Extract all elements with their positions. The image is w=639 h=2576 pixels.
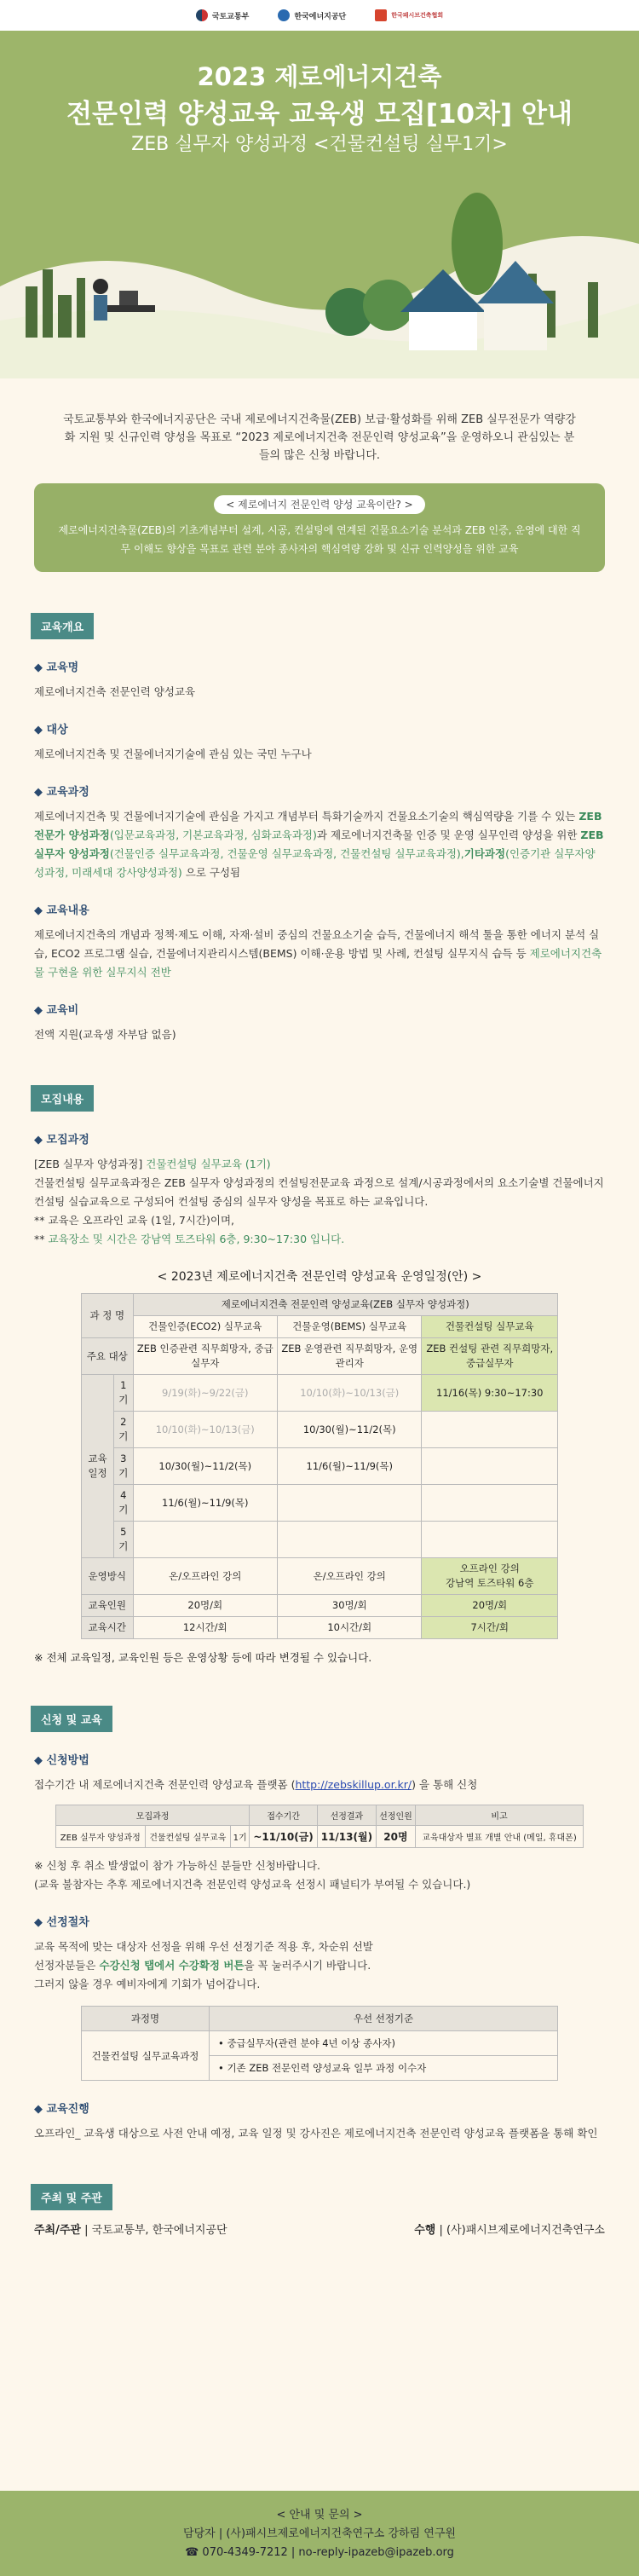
table-header: 과정명 [82,2007,210,2031]
definition-text: 제로에너지건축물(ZEB)의 기초개념부터 설계, 시공, 컨설팅에 연계된 건물요소기술 분석과 ZEB 인증, 운영에 대한 직무 이해도 향상을 목표로 관련 분야 종사자의 핵심역량 강화 및 신규 인력양성을 위한 교육 [58,524,581,555]
heading-course-name: ◆ 교육명 [34,658,605,674]
table-cell: 2기 [114,1412,134,1448]
criteria-table [81,2006,558,2081]
table-cell: 10/10(화)~10/13(금) [133,1412,277,1448]
curriculum-text [34,807,605,882]
table-header: 비고 [416,1805,584,1826]
curriculum-part: (건물인증 실무교육과정, 건물운영 실무교육과정, 건물컨설팅 실무교육과정), [109,847,464,860]
table-cell: 11/16(목) 9:30~17:30 [422,1375,558,1412]
table-header: 과 정 명 [82,1294,134,1338]
course-bems: 건물운영(BEMS) 실무교육 [278,1316,422,1338]
table-header: 우선 선정기준 [210,2007,558,2031]
selection-line [34,1956,605,1975]
criteria-item: 중급실무자(관련 분야 4년 이상 종사자) [227,2037,395,2049]
recruit-line [34,1230,605,1249]
hero-banner [0,31,639,378]
heading-content: ◆ 교육내용 [34,901,605,917]
definition-title: < 제로에너지 전문인력 양성 교육이란? > [214,495,424,514]
curriculum-part: 으로 구성됨 [181,866,241,879]
table-cell [422,1558,558,1595]
curriculum-part: (입문교육과정, 기본교육과정, 심화교육과정) [109,829,317,841]
table-cell: 온/오프라인 강의 [133,1558,277,1595]
selection-part: 을 꼭 눌러주시기 바랍니다. [244,1959,371,1972]
schedule-note: ※ 전체 교육일정, 교육인원 등은 운영상황 등에 따라 변경될 수 있습니다. [34,1651,372,1664]
apply-note: (교육 불참자는 추후 제로에너지건축 전문인력 양성교육 선정시 패널티가 부여될 수 있습니다.) [34,1878,471,1891]
table-cell: 4기 [114,1485,134,1522]
operator-value: (사)패시브제로에너지건축연구소 [446,2224,605,2237]
row-label: 교육시간 [82,1617,134,1639]
table-cell: 20명/회 [133,1595,277,1617]
row-label: 주요 대상 [82,1338,134,1375]
apply-part: ) 을 통해 신청 [412,1778,478,1791]
section-recruitment: 모집내용 [31,1085,94,1112]
heading-curriculum: ◆ 교육과정 [34,783,605,799]
table-cell [278,1522,422,1558]
recruit-part: [ZEB 실무자 양성과정] [34,1158,147,1170]
curriculum-part: (인증기관 실무자양성과정, 미래세대 강사양성과정) [34,847,596,879]
table-cell: 9/19(화)~9/22(금) [133,1375,277,1412]
row-label: 교육인원 [82,1595,134,1617]
course-eco2: 건물인증(ECO2) 실무교육 [133,1316,277,1338]
table-header: 제로에너지건축 전문인력 양성교육(ZEB 실무자 양성과정) [133,1294,557,1316]
table-header: 모집과정 [56,1805,250,1826]
table-cell [278,1485,422,1522]
table-cell: 1기 [114,1375,134,1412]
host-info: 주최/주관 | 국토교통부, 한국에너지공단 [34,2224,227,2237]
cell-line: 강남역 토즈타워 6층 [445,1577,534,1589]
table-cell: 1기 [231,1826,250,1848]
recruit-course: 건물컨설팅 실무교육 (1기) [146,1158,271,1170]
table-cell: 10/30(월)~11/2(목) [278,1412,422,1448]
logo-label: 한국에너지공단 [294,12,347,21]
table-cell: 10/10(화)~10/13(금) [278,1375,422,1412]
table-cell: 7시간/회 [422,1617,558,1639]
heading-progress: ◆ 교육진행 [34,2099,605,2116]
table-header: 선정인원 [376,1805,415,1826]
ipa-logo [375,9,443,21]
table-cell: 11/6(월)~11/9(목) [278,1448,422,1485]
content-part: 제로에너지건축의 개념과 정책·제도 이해, 자재·설비 중심의 건물요소기술 습득, 건물에너지 해석 툴을 통한 에너지 분석 실습, ECO2 프로그램 실습, 건물에너지관리시스템(BEMS) 이해·운용 방법 및 사례, 컨설팅 실무지식 습득 등 [34,928,600,960]
table-cell [422,1412,558,1448]
apply-part: 접수기간 내 제로에너지건축 전문인력 양성교육 플랫폼 ( [34,1778,296,1791]
table-cell: 11/13(월) [317,1826,376,1848]
table-cell: 30명/회 [278,1595,422,1617]
operator-label: 수행 [414,2224,436,2237]
recruit-text [34,1155,605,1249]
table-cell: 12시간/회 [133,1617,277,1639]
table-cell: 3기 [114,1448,134,1485]
recruit-line [34,1155,605,1174]
logo-label: 국토교통부 [211,12,250,21]
operator-info: 수행 | (사)패시브제로에너지건축연구소 [414,2224,605,2237]
progress-text: 오프라인_ 교육생 대상으로 사전 안내 예정, 교육 일정 및 강사진은 제로에너지건축 전문인력 양성교육 플랫폼을 통해 확인 [34,2127,598,2140]
apply-text [34,1776,605,1794]
table-cell [133,1522,277,1558]
content-text [34,926,605,982]
curriculum-part: 과 제로에너지건축물 인증 및 운영 실무인력 양성을 위한 [316,829,581,841]
row-label: 운영방식 [82,1558,134,1595]
table-cell: 11/6(월)~11/9(목) [133,1485,277,1522]
table-cell: 온/오프라인 강의 [278,1558,422,1595]
table-cell: ZEB 컨설팅 관련 직무희망자, 중급실무자 [422,1338,558,1375]
table-cell: 20명 [376,1826,415,1848]
organizer-row [34,2221,605,2237]
table-cell: 교육대상자 별표 개별 안내 (메일, 휴대폰) [416,1826,584,1848]
table-cell [422,1522,558,1558]
table-cell [422,1448,558,1485]
recruit-desc: 건물컨설팅 실무교육과정은 ZEB 실무자 양성과정의 컨설팅전문교육 과정으로 설계/시공과정에서의 요소기술별 건물에너지 컨설팅 실습교육으로 구성되어 컨설팅 중심의 실무자 양성을 목표로 하는 교육입니다. [34,1176,604,1208]
schedule-table [81,1293,558,1639]
table-cell: 건물컨설팅 실무교육 [145,1826,230,1848]
section-overview: 교육개요 [31,613,94,639]
recruit-location: 교육장소 및 시간은 강남역 토즈타워 6층, 9:30~17:30 입니다. [48,1233,345,1245]
recruit-note: ** 교육은 오프라인 교육 (1일, 7시간)이며, [34,1214,235,1227]
hero-title-year: 2023 제로에너지건축 [197,62,442,91]
curriculum-practitioner: ZEB 실무자 양성과정 [34,829,604,860]
course-consulting: 건물컨설팅 실무교육 [422,1316,558,1338]
logo-bar [0,0,639,31]
course-name: 제로에너지건축 전문인력 양성교육 [34,685,196,698]
heading-fee: ◆ 교육비 [34,1001,605,1017]
platform-link[interactable]: http://zebskillup.or.kr/ [295,1778,412,1791]
curriculum-part: 제로에너지건축 및 건물에너지기술에 관심을 가지고 개념부터 특화기술까지 건물요소기술의 핵심역량을 기를 수 있는 [34,810,579,823]
table-cell: ZEB 운영관련 직무희망자, 운영관리자 [278,1338,422,1375]
table-cell [422,1485,558,1522]
fee-text: 전액 지원(교육생 자부담 없음) [34,1028,176,1041]
table-cell: • 기존 ZEB 전문인력 양성교육 일부 과정 이수자 [210,2056,558,2081]
heading-apply-method: ◆ 신청방법 [34,1751,605,1767]
definition-box [34,483,605,572]
contact-footer [0,2491,639,2576]
kea-logo [278,9,346,21]
section-application: 신청 및 교육 [31,1706,112,1732]
table-header: 접수기간 [250,1805,318,1826]
table-cell: ZEB 인증관련 직무희망자, 중급실무자 [133,1338,277,1375]
hero-title-main: 전문인력 양성교육 교육생 모집[10차] 안내 [66,99,573,130]
apply-table [55,1805,584,1848]
table-cell: 10/30(월)~11/2(목) [133,1448,277,1485]
host-value: 국토교통부, 한국에너지공단 [91,2224,227,2237]
content-part: 제로에너지건축물 구현을 위한 실무지식 전반 [34,947,602,979]
curriculum-expert: ZEB 전문가 양성과정 [34,810,602,841]
selection-line: 교육 목적에 맞는 대상자 선정을 위해 우선 선정기준 적용 후, 차순위 선발 [34,1940,373,1953]
selection-line: 그러지 않을 경우 예비자에게 기회가 넘어갑니다. [34,1978,261,1990]
selection-part: 선정자분들은 [34,1959,100,1972]
table-cell: ZEB 실무자 양성과정 [56,1826,146,1848]
table-cell: 10시간/회 [278,1617,422,1639]
table-cell: • 중급실무자(관련 분야 4년 이상 종사자) [210,2031,558,2056]
table-cell: 건물컨설팅 실무교육과정 [82,2031,210,2081]
target-text: 제로에너지건축 및 건물에너지기술에 관심 있는 국민 누구나 [34,748,312,760]
heading-target: ◆ 대상 [34,720,605,736]
criteria-item: 기존 ZEB 전문인력 양성교육 일부 과정 이수자 [227,2062,427,2074]
host-label: 주최/주관 [34,2224,81,2237]
molit-logo [196,9,249,21]
footer-title: < 안내 및 문의 > [276,2509,363,2521]
recruit-part: ** [34,1233,49,1245]
row-label: 교육 일정 [82,1375,114,1558]
heading-recruit-course: ◆ 모집과정 [34,1130,605,1146]
apply-note: ※ 신청 후 취소 발생없이 참가 가능하신 분들만 신청바랍니다. [34,1859,321,1872]
table-cell: 5기 [114,1522,134,1558]
intro-text: 국토교통부와 한국에너지공단은 국내 제로에너지건축물(ZEB) 보급·활성화를 위해 ZEB 실무전문가 역량강화 지원 및 신규인력 양성을 목표로 “2023 제로에너지건축 전문인력 양성교육”을 운영하오니 관심있는 분들의 많은 신청 바랍니다. [63,413,576,462]
section-organizers: 주최 및 주관 [31,2184,112,2210]
curriculum-other: 기타과정 [463,847,506,860]
logo-label: 한국패시브건축협회 [391,12,444,19]
heading-selection: ◆ 선정절차 [34,1913,605,1929]
confirm-instruction: 수강신청 탭에서 수강확정 버튼 [99,1959,245,1972]
apply-notes [34,1857,605,1894]
table-cell: ~11/10(금) [250,1826,318,1848]
footer-contact: ☎ 070-4349-7212 | no-reply-ipazeb@ipazeb.org [185,2546,454,2559]
hero-subtitle: ZEB 실무자 양성과정 <건물컨설팅 실무1기> [131,134,508,155]
cell-line: 오프라인 강의 [459,1562,520,1574]
schedule-title: < 2023년 제로에너지건축 전문인력 양성교육 운영일정(안) > [157,1270,482,1284]
selection-text [34,1938,605,1994]
table-header: 선정결과 [317,1805,376,1826]
table-cell: 20명/회 [422,1595,558,1617]
footer-person: 담당자 | (사)패시브제로에너지건축연구소 강하림 연구원 [183,2527,456,2540]
